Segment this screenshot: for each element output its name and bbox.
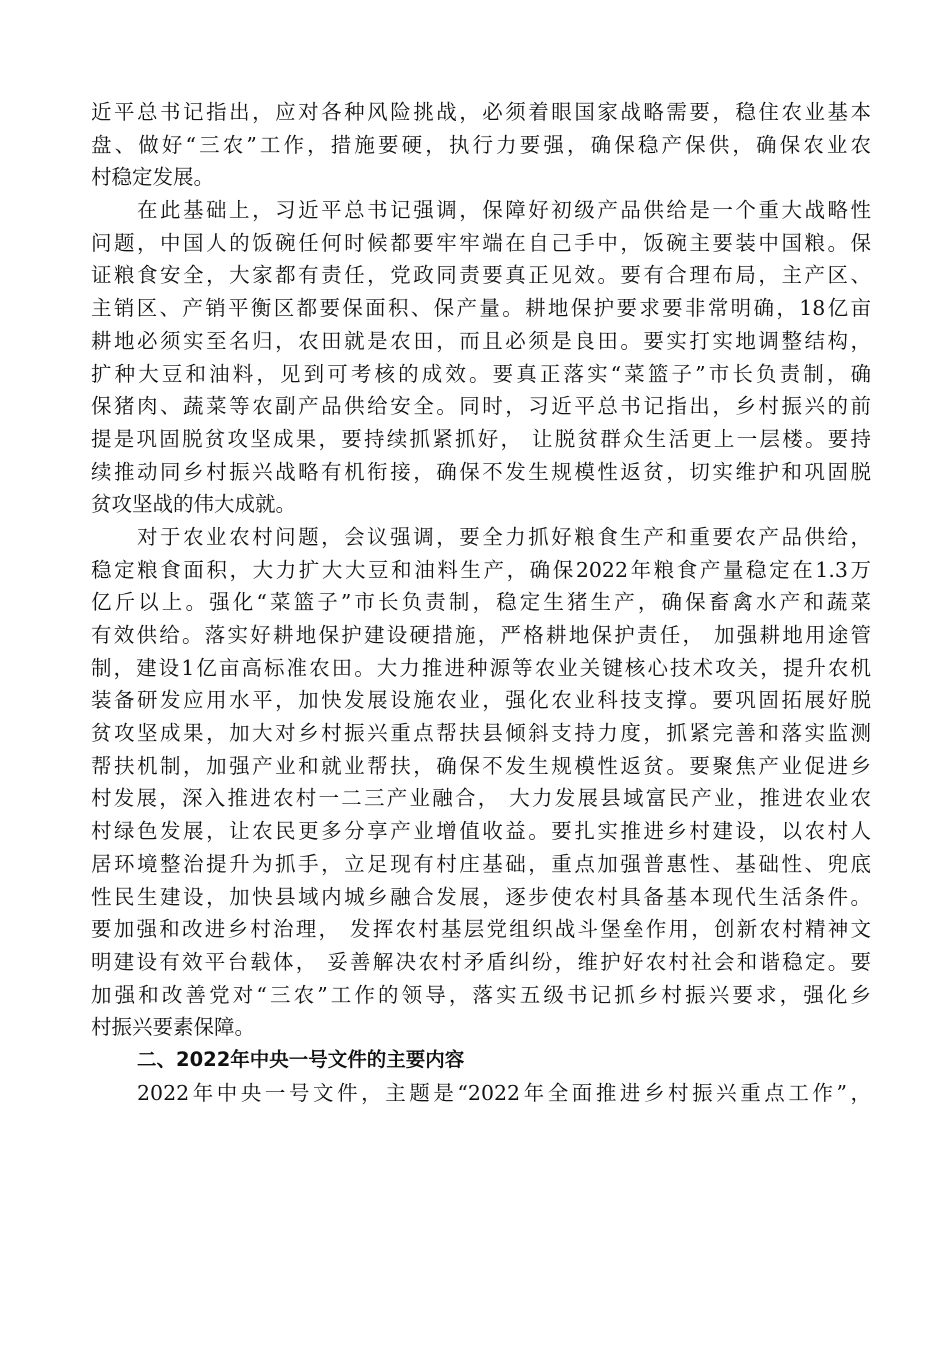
text-line: 续推动同乡村振兴战略有机衔接，确保不发生规模性返贫，切实维护和巩固脱	[91, 459, 871, 484]
text-line: 性民生建设，加快县域内城乡融合发展，逐步使农村具备基本现代生活条件。	[91, 884, 871, 909]
text-line: 装备研发应用水平，加快发展设施农业，强化农业科技支撑。要巩固拓展好脱	[91, 688, 871, 713]
text-line: 提是巩固脱贫攻坚成果，要持续抓紧抓好， 让脱贫群众生活更上一层楼。要持	[91, 426, 871, 451]
text-line: 帮扶机制，加强产业和就业帮扶，确保不发生规模性返贫。要聚焦产业促进乡	[91, 753, 871, 778]
text-line: 耕地必须实至名归，农田就是农田，而且必须是良田。要实打实地调整结构，	[91, 328, 871, 353]
text-line: 加强和改善党对“三农”工作的领导，落实五级书记抓乡村振兴要求，强化乡	[91, 982, 871, 1007]
text-line: 扩种大豆和油料，见到可考核的成效。要真正落实“菜篮子”市长负责制，确	[91, 361, 871, 386]
text-line: 贫攻坚战的伟大成就。	[91, 492, 296, 517]
text-line: 村绿色发展，让农民更多分享产业增值收益。要扎实推进乡村建设，以农村人	[91, 819, 871, 844]
section-heading: 二、2022年中央一号文件的主要内容	[137, 1047, 465, 1071]
text-line: 有效供给。落实好耕地保护建设硬措施，严格耕地保护责任， 加强耕地用途管	[91, 623, 871, 647]
text-line: 村振兴要素保障。	[91, 1015, 255, 1040]
text-line: 要加强和改进乡村治理， 发挥农村基层党组织战斗堡垒作用，创新农村精神文	[91, 917, 871, 942]
text-line: 亿斤以上。强化“菜篮子”市长负责制，稳定生猪生产，确保畜禽水产和蔬菜	[91, 590, 871, 615]
text-line: 问题，中国人的饭碗任何时候都要牢牢端在自己手中，饭碗主要装中国粮。保	[91, 230, 871, 255]
text-line: 居环境整治提升为抓手，立足现有村庄基础，重点加强普惠性、基础性、兜底	[91, 851, 871, 876]
text-line: 稳定粮食面积，大力扩大大豆和油料生产，确保2022年粮食产量稳定在1.3万	[91, 557, 871, 582]
text-line: 近平总书记指出，应对各种风险挑战，必须着眼国家战略需要，稳住农业基本	[91, 100, 871, 124]
text-line: 贫攻坚成果，加大对乡村振兴重点帮扶县倾斜支持力度，抓紧完善和落实监测	[91, 721, 871, 746]
text-line: 村发展，深入推进农村一二三产业融合， 大力发展县域富民产业，推进农业农	[91, 786, 871, 811]
document-body	[91, 96, 871, 1109]
text-line: 主销区、产销平衡区都要保面积、保产量。耕地保护要求要非常明确，18亿亩	[91, 296, 871, 321]
text-line: 盘、做好“三农”工作，措施要硬，执行力要强，确保稳产保供，确保农业农	[91, 132, 871, 157]
text-line: 2022年中央一号文件，主题是“2022年全面推进乡村振兴重点工作”，	[137, 1080, 871, 1105]
text-line: 对于农业农村问题，会议强调，要全力抓好粮食生产和重要农产品供给，	[137, 524, 871, 549]
text-line: 在此基础上，习近平总书记强调，保障好初级产品供给是一个重大战略性	[137, 198, 871, 223]
text-line: 明建设有效平台载体， 妥善解决农村矛盾纠纷，维护好农村社会和谐稳定。要	[91, 949, 871, 974]
text-line: 制，建设1亿亩高标准农田。大力推进种源等农业关键核心技术攻关，提升农机	[91, 655, 871, 680]
text-line: 证粮食安全，大家都有责任，党政同责要真正见效。要有合理布局，主产区、	[91, 263, 871, 288]
text-line: 保猪肉、蔬菜等农副产品供给安全。同时，习近平总书记指出，乡村振兴的前	[91, 394, 871, 419]
text-line: 村稳定发展。	[91, 165, 214, 190]
